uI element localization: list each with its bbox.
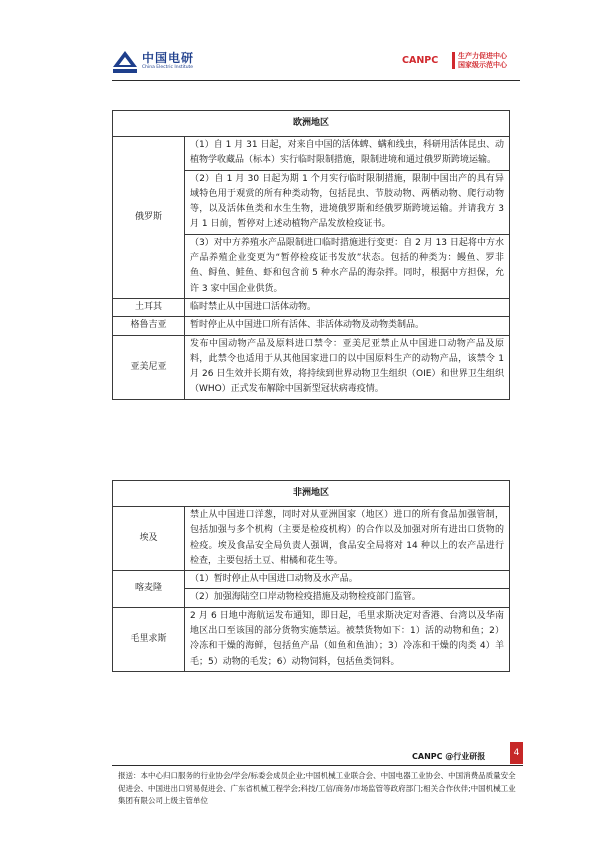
country-cameroon: 喀麦隆 xyxy=(113,571,185,608)
turkey-measure: 临时禁止从中国进口活体动物。 xyxy=(185,298,510,316)
table-row xyxy=(113,111,510,137)
country-russia: 俄罗斯 xyxy=(113,137,185,299)
footer-label: CANPC @行业研报 xyxy=(412,752,486,761)
russia-measure-2: （2）自 1 月 30 日起为期 1 个月实行临时限制措施，限制中国出产的具有异域特色用于观赏的所有种类动物，包括昆虫、节肢动物、两栖动物、爬行动物等，以及活体鱼类和水生生物，进境俄罗斯和经俄罗斯跨境运输。并请我方 3 月 1 日前，暂停对上述动植物产品发放检疫证书。 xyxy=(185,170,510,234)
logo-subtitle-line1: 生产力促进中心 xyxy=(458,52,507,60)
georgia-measure: 暂时停止从中国进口所有活体、非活体动物及动物类制品。 xyxy=(185,317,510,335)
page-number: 4 xyxy=(510,742,523,764)
country-georgia: 格鲁吉亚 xyxy=(113,317,185,335)
table-row xyxy=(113,481,510,507)
footer-rule xyxy=(112,765,523,766)
logo-english-name: China Electric Institute xyxy=(142,65,194,70)
cameroon-measure-2: （2）加强海陆空口岸动物检疫措施及动物检疫部门监管。 xyxy=(185,589,510,607)
egypt-measure: 禁止从中国进口洋葱，同时对从亚洲国家（地区）进口的所有食品加强管制，包括加强与多个机构（主要是检疫机构）的合作以及加强对所有进出口货物的检疫。埃及食品安全局负责人强调，食品安全局将对 14 种以上的农产品进行检查，主要包括土豆、柑橘和花生等。 xyxy=(185,507,510,571)
mauritius-measure: 2 月 6 日地中海航运发布通知，即日起，毛里求斯决定对香港、台湾以及华南地区出口至该国的部分货物实施禁运。被禁货物如下：1）活的动物和鱼；2）冷冻和干燥的海鲜，包括鱼产品（如鱼和鱼油）；3）冷冻和干燥的肉类 4）羊毛；5）动物的毛发；6）动物饲料，包括鱼类饲料。 xyxy=(185,607,510,671)
table-row xyxy=(113,571,510,589)
table-row xyxy=(113,335,510,399)
country-turkey: 土耳其 xyxy=(113,298,185,316)
table-row xyxy=(113,137,510,171)
canpc-brand-text: CANPC xyxy=(402,55,439,66)
africa-measures-table xyxy=(112,480,510,672)
table-row xyxy=(113,298,510,316)
africa-region-title: 非洲地区 xyxy=(113,481,510,507)
logo-chinese-name: 中国电研 xyxy=(142,51,195,65)
table-row xyxy=(113,317,510,335)
table-row xyxy=(113,507,510,571)
country-armenia: 亚美尼亚 xyxy=(113,335,185,399)
europe-measures-table xyxy=(112,110,510,400)
russia-measure-1: （1）自 1 月 31 日起，对来自中国的活体蜱、螨和线虫，科研用活体昆虫、动植物学收藏品（标本）实行临时限制措施，限制进境和通过俄罗斯跨境运输。 xyxy=(185,137,510,171)
logo-subtitle-line2: 国家级示范中心 xyxy=(458,61,507,69)
footer-distribution-note: 报送：本中心归口服务的行业协会/学会/标委会成员企业;中国机械工业联合会、中国电器工业协会、中国消费品质量安全促进会、中国进出口贸易促进会、广东省机械工程学会;科技/工信/商务/市场监管等政府部门;相关合作伙伴;中国机械工业集团有限公司上级主管单位 xyxy=(118,771,516,806)
logo-divider xyxy=(452,52,455,69)
russia-measure-3: （3）对中方养殖水产品限制进口临时措施进行变更：自 2 月 13 日起将中方水产品养殖企业变更为“暂停检疫证书发放”状态。包括的种类为：鳗鱼、罗非鱼、鲟鱼、鲑鱼、虾和包含前 5 种水产品的海杂拌。同时，根据中方担保，允许 3 家中国企业供货。 xyxy=(185,234,510,298)
europe-region-title: 欧洲地区 xyxy=(113,111,510,137)
logo-mark-icon xyxy=(112,50,138,74)
china-electric-logo xyxy=(112,48,202,78)
country-mauritius: 毛里求斯 xyxy=(113,607,185,671)
header-rule xyxy=(112,80,520,81)
country-egypt: 埃及 xyxy=(113,507,185,571)
cameroon-measure-1: （1）暂时停止从中国进口动物及水产品。 xyxy=(185,571,510,589)
table-row xyxy=(113,607,510,671)
canpc-logo xyxy=(402,50,522,74)
armenia-measure: 发布中国动物产品及原料进口禁令：亚美尼亚禁止从中国进口动物产品及原料，此禁令也适用于从其他国家进口的以中国原料生产的动物产品，该禁令 1 月 26 日生效并长期有效，将持续到世界动物卫生组织（OIE）和世界卫生组织（WHO）正式发布解除中国新型冠状病毒疫情。 xyxy=(185,335,510,399)
